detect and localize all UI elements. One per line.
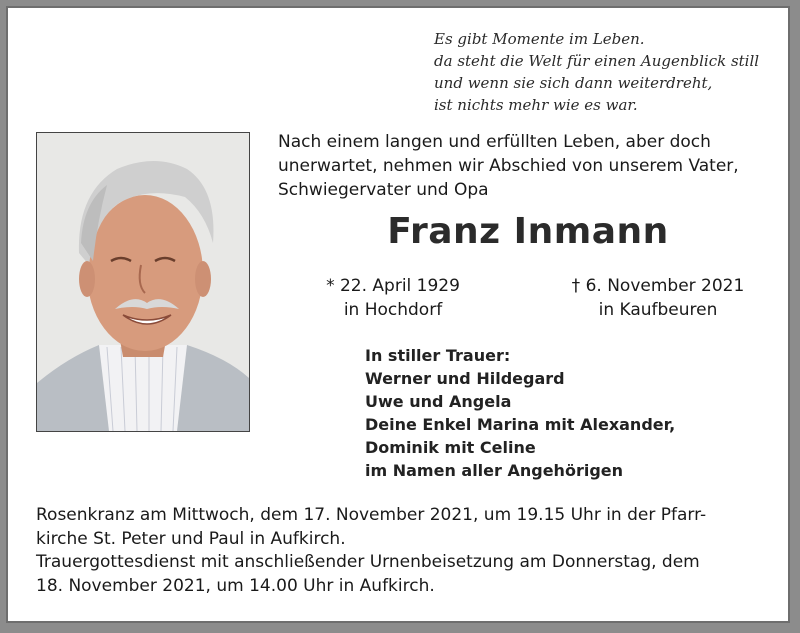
intro-line: Schwiegervater und Opa — [278, 180, 489, 200]
death-place: in Kaufbeuren — [598, 300, 718, 320]
mourner-line: Dominik mit Celine — [365, 438, 536, 457]
service-line: kirche St. Peter und Paul in Aufkirch. — [36, 528, 346, 549]
birth-place: in Hochdorf — [343, 300, 443, 320]
intro-line: unerwartet, nehmen wir Abschied von unserem Vater, — [278, 156, 739, 176]
intro-text — [278, 130, 778, 202]
service-line: Rosenkranz am Mittwoch, dem 17. November 2021, um 19.15 Uhr in der Pfarr- — [36, 505, 707, 525]
poem-line: da steht die Welt für einen Augenblick still — [434, 52, 760, 70]
obituary-notice — [6, 6, 790, 623]
portrait-image — [37, 133, 249, 431]
death-date: † 6. November 2021 — [571, 276, 745, 296]
poem-line: Es gibt Momente im Leben. — [434, 30, 645, 48]
service-line: Trauergottesdienst mit anschließender Urnenbeisetzung am Donnerstag, dem — [36, 552, 700, 572]
birth-info — [298, 274, 488, 322]
intro-line: Nach einem langen und erfüllten Leben, aber doch — [278, 132, 711, 152]
portrait-photo — [36, 132, 250, 432]
mourners-heading: In stiller Trauer: — [365, 346, 511, 365]
mourner-line: im Namen aller Angehörigen — [365, 461, 624, 480]
death-info — [538, 274, 778, 322]
mourner-line: Deine Enkel Marina mit Alexander, — [365, 415, 676, 434]
mourners-list — [365, 344, 765, 482]
poem-line: ist nichts mehr wie es war. — [434, 96, 638, 114]
mourner-line: Uwe und Angela — [365, 392, 512, 411]
birth-date: * 22. April 1929 — [326, 276, 460, 296]
poem — [434, 28, 784, 116]
mourner-line: Werner und Hildegard — [365, 369, 565, 388]
poem-line: und wenn sie sich dann weiterdreht, — [434, 74, 713, 92]
service-line: 18. November 2021, um 14.00 Uhr in Aufkirch. — [36, 575, 435, 596]
deceased-name: Franz Inmann — [387, 211, 669, 252]
service-info — [36, 504, 776, 598]
